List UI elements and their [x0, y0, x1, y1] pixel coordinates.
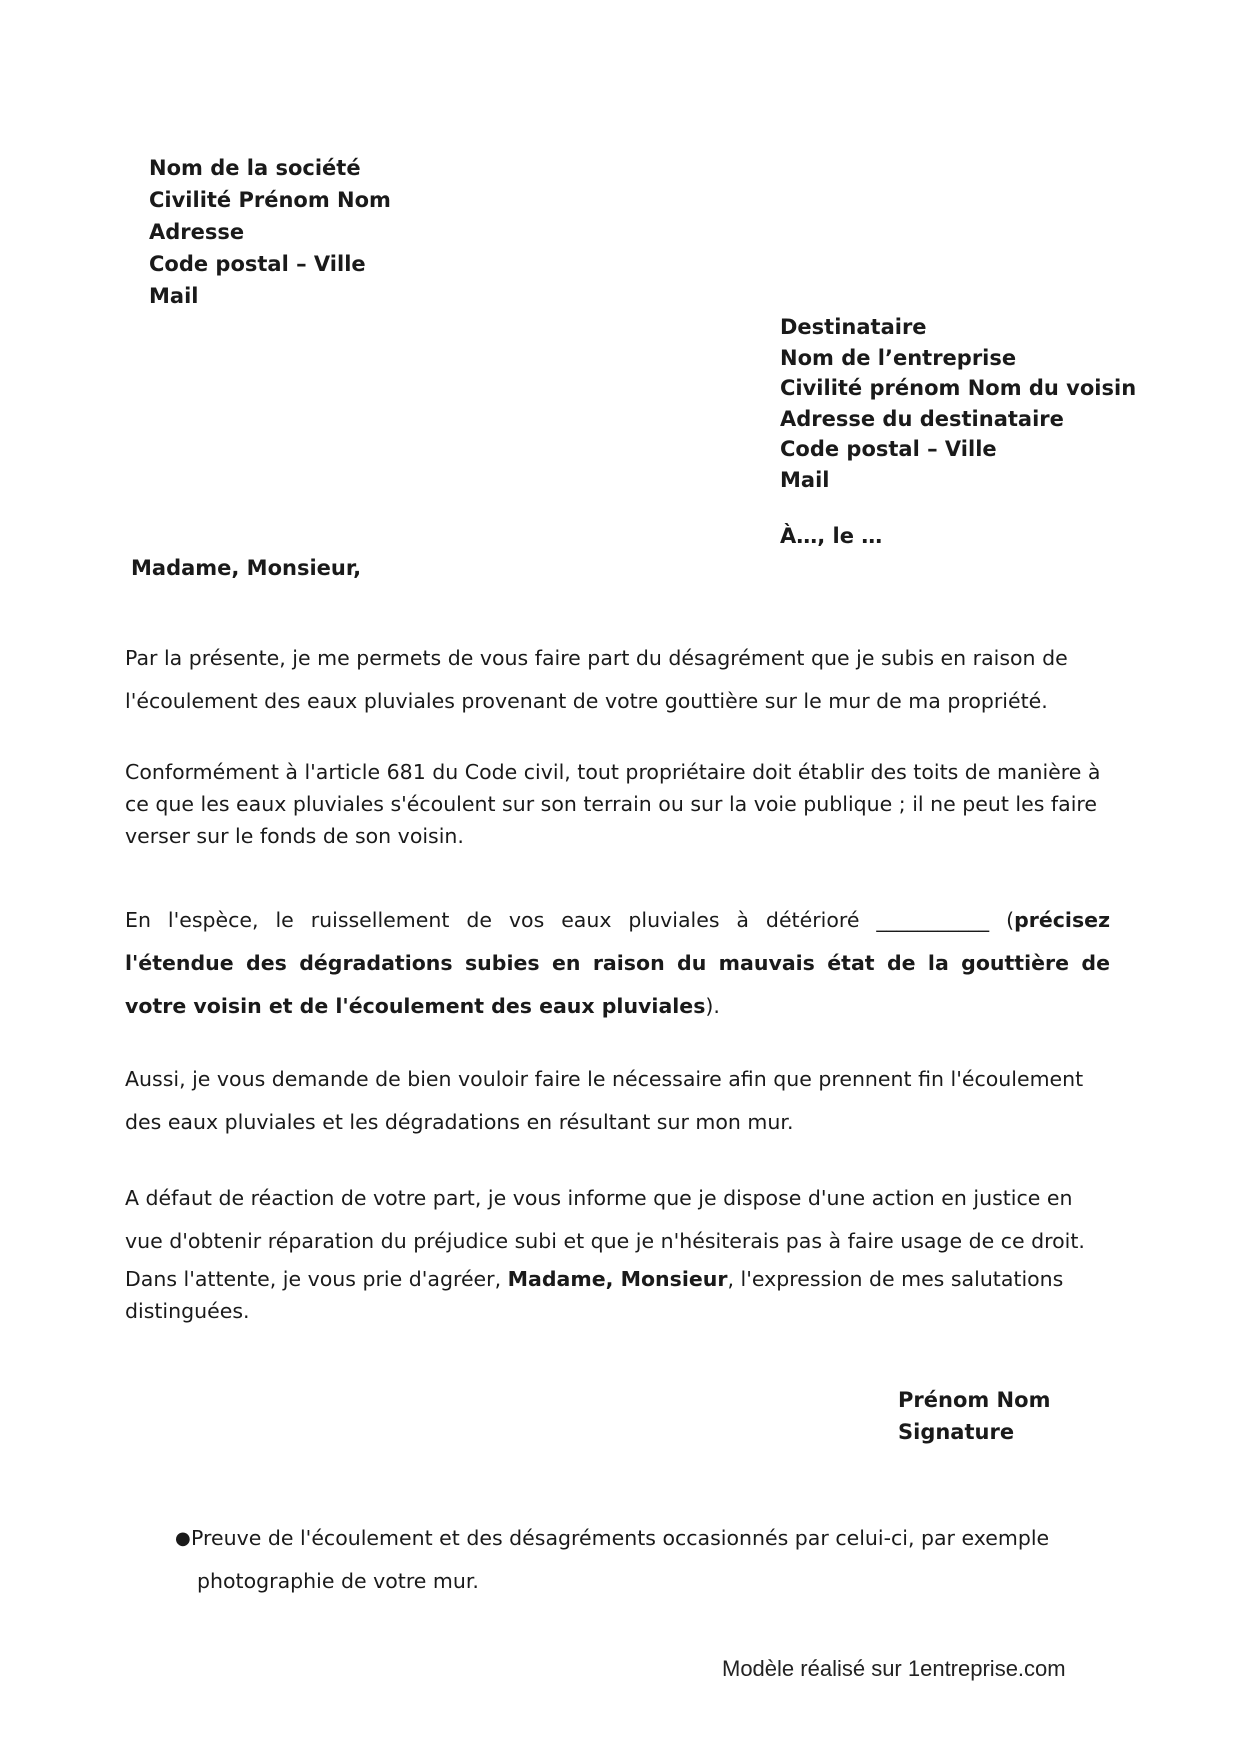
paragraph-closing-start: Dans l'attente, je vous prie d'agréer, — [125, 1267, 508, 1291]
attachment-line-1: Preuve de l'écoulement et des désagréments occasionnés par celui-ci, par exemple — [191, 1526, 1050, 1550]
paragraph-intro: Par la présente, je me permets de vous faire part du désagrément que je subis en raison de l'écoulement des eaux pluviales provenant de votre gouttière sur le mur de ma propriété. — [125, 646, 1068, 713]
sender-company: Nom de la société — [149, 156, 361, 180]
recipient-name: Civilité prénom Nom du voisin — [780, 376, 1137, 400]
footer-credit: Modèle réalisé sur 1entreprise.com — [722, 1656, 1066, 1681]
recipient-block — [780, 312, 1136, 495]
sender-mail: Mail — [149, 284, 199, 308]
paragraph-damage-instruction: précisez l'étendue des dégradations subies en raison du mauvais état de la gouttière de votre voisin et de l'écoulement des eaux pluviales — [125, 908, 1110, 1018]
recipient-city: Code postal – Ville — [780, 437, 997, 461]
paragraph-request: Aussi, je vous demande de bien vouloir faire le nécessaire afin que prennent fin l'écoulement des eaux pluviales et les dégradations en résultant sur mon mur. — [125, 1067, 1084, 1134]
paragraph-closing — [125, 1263, 1110, 1327]
recipient-company: Nom de l’entreprise — [780, 345, 1017, 370]
sender-name: Civilité Prénom Nom — [149, 188, 391, 212]
recipient-mail: Mail — [780, 467, 830, 492]
bullet-icon: ● — [175, 1528, 191, 1549]
signature-label: Signature — [898, 1420, 1015, 1444]
recipient-label: Destinataire — [780, 315, 927, 339]
place-date: À…, le … — [780, 524, 883, 548]
paragraph-legal-basis: Conformément à l'article 681 du Code civil, tout propriétaire doit établir des toits de manière à ce que les eaux pluviales s'écoulent sur son terrain ou sur la voie publique ; il ne peut les faire verser sur le fonds de son voisin. — [125, 760, 1101, 848]
signature-block — [898, 1384, 1050, 1448]
paragraph-closing-end: , l'expression de mes salutations distinguées. — [125, 1267, 1064, 1323]
signature-name: Prénom Nom — [898, 1388, 1051, 1412]
sender-block — [149, 152, 391, 312]
paragraph-closing-address: Madame, Monsieur — [507, 1267, 728, 1291]
paragraph-damage — [125, 899, 1110, 1028]
attachment-line-2: photographie de votre mur. — [197, 1569, 479, 1593]
recipient-address: Adresse du destinataire — [780, 406, 1064, 431]
attachment-list-item — [175, 1517, 1049, 1603]
sender-address: Adresse — [149, 220, 245, 244]
salutation: Madame, Monsieur, — [131, 556, 362, 580]
paragraph-damage-end: ). — [705, 994, 720, 1018]
paragraph-warning: A défaut de réaction de votre part, je vous informe que je dispose d'une action en justice en vue d'obtenir réparation du préjudice subi et que je n'hésiterais pas à faire usage de ce droit. — [125, 1186, 1085, 1253]
sender-city: Code postal – Ville — [149, 252, 366, 276]
paragraph-damage-start: En l'espèce, le ruissellement de vos eaux pluviales à détérioré ___________ ( — [125, 908, 1015, 932]
